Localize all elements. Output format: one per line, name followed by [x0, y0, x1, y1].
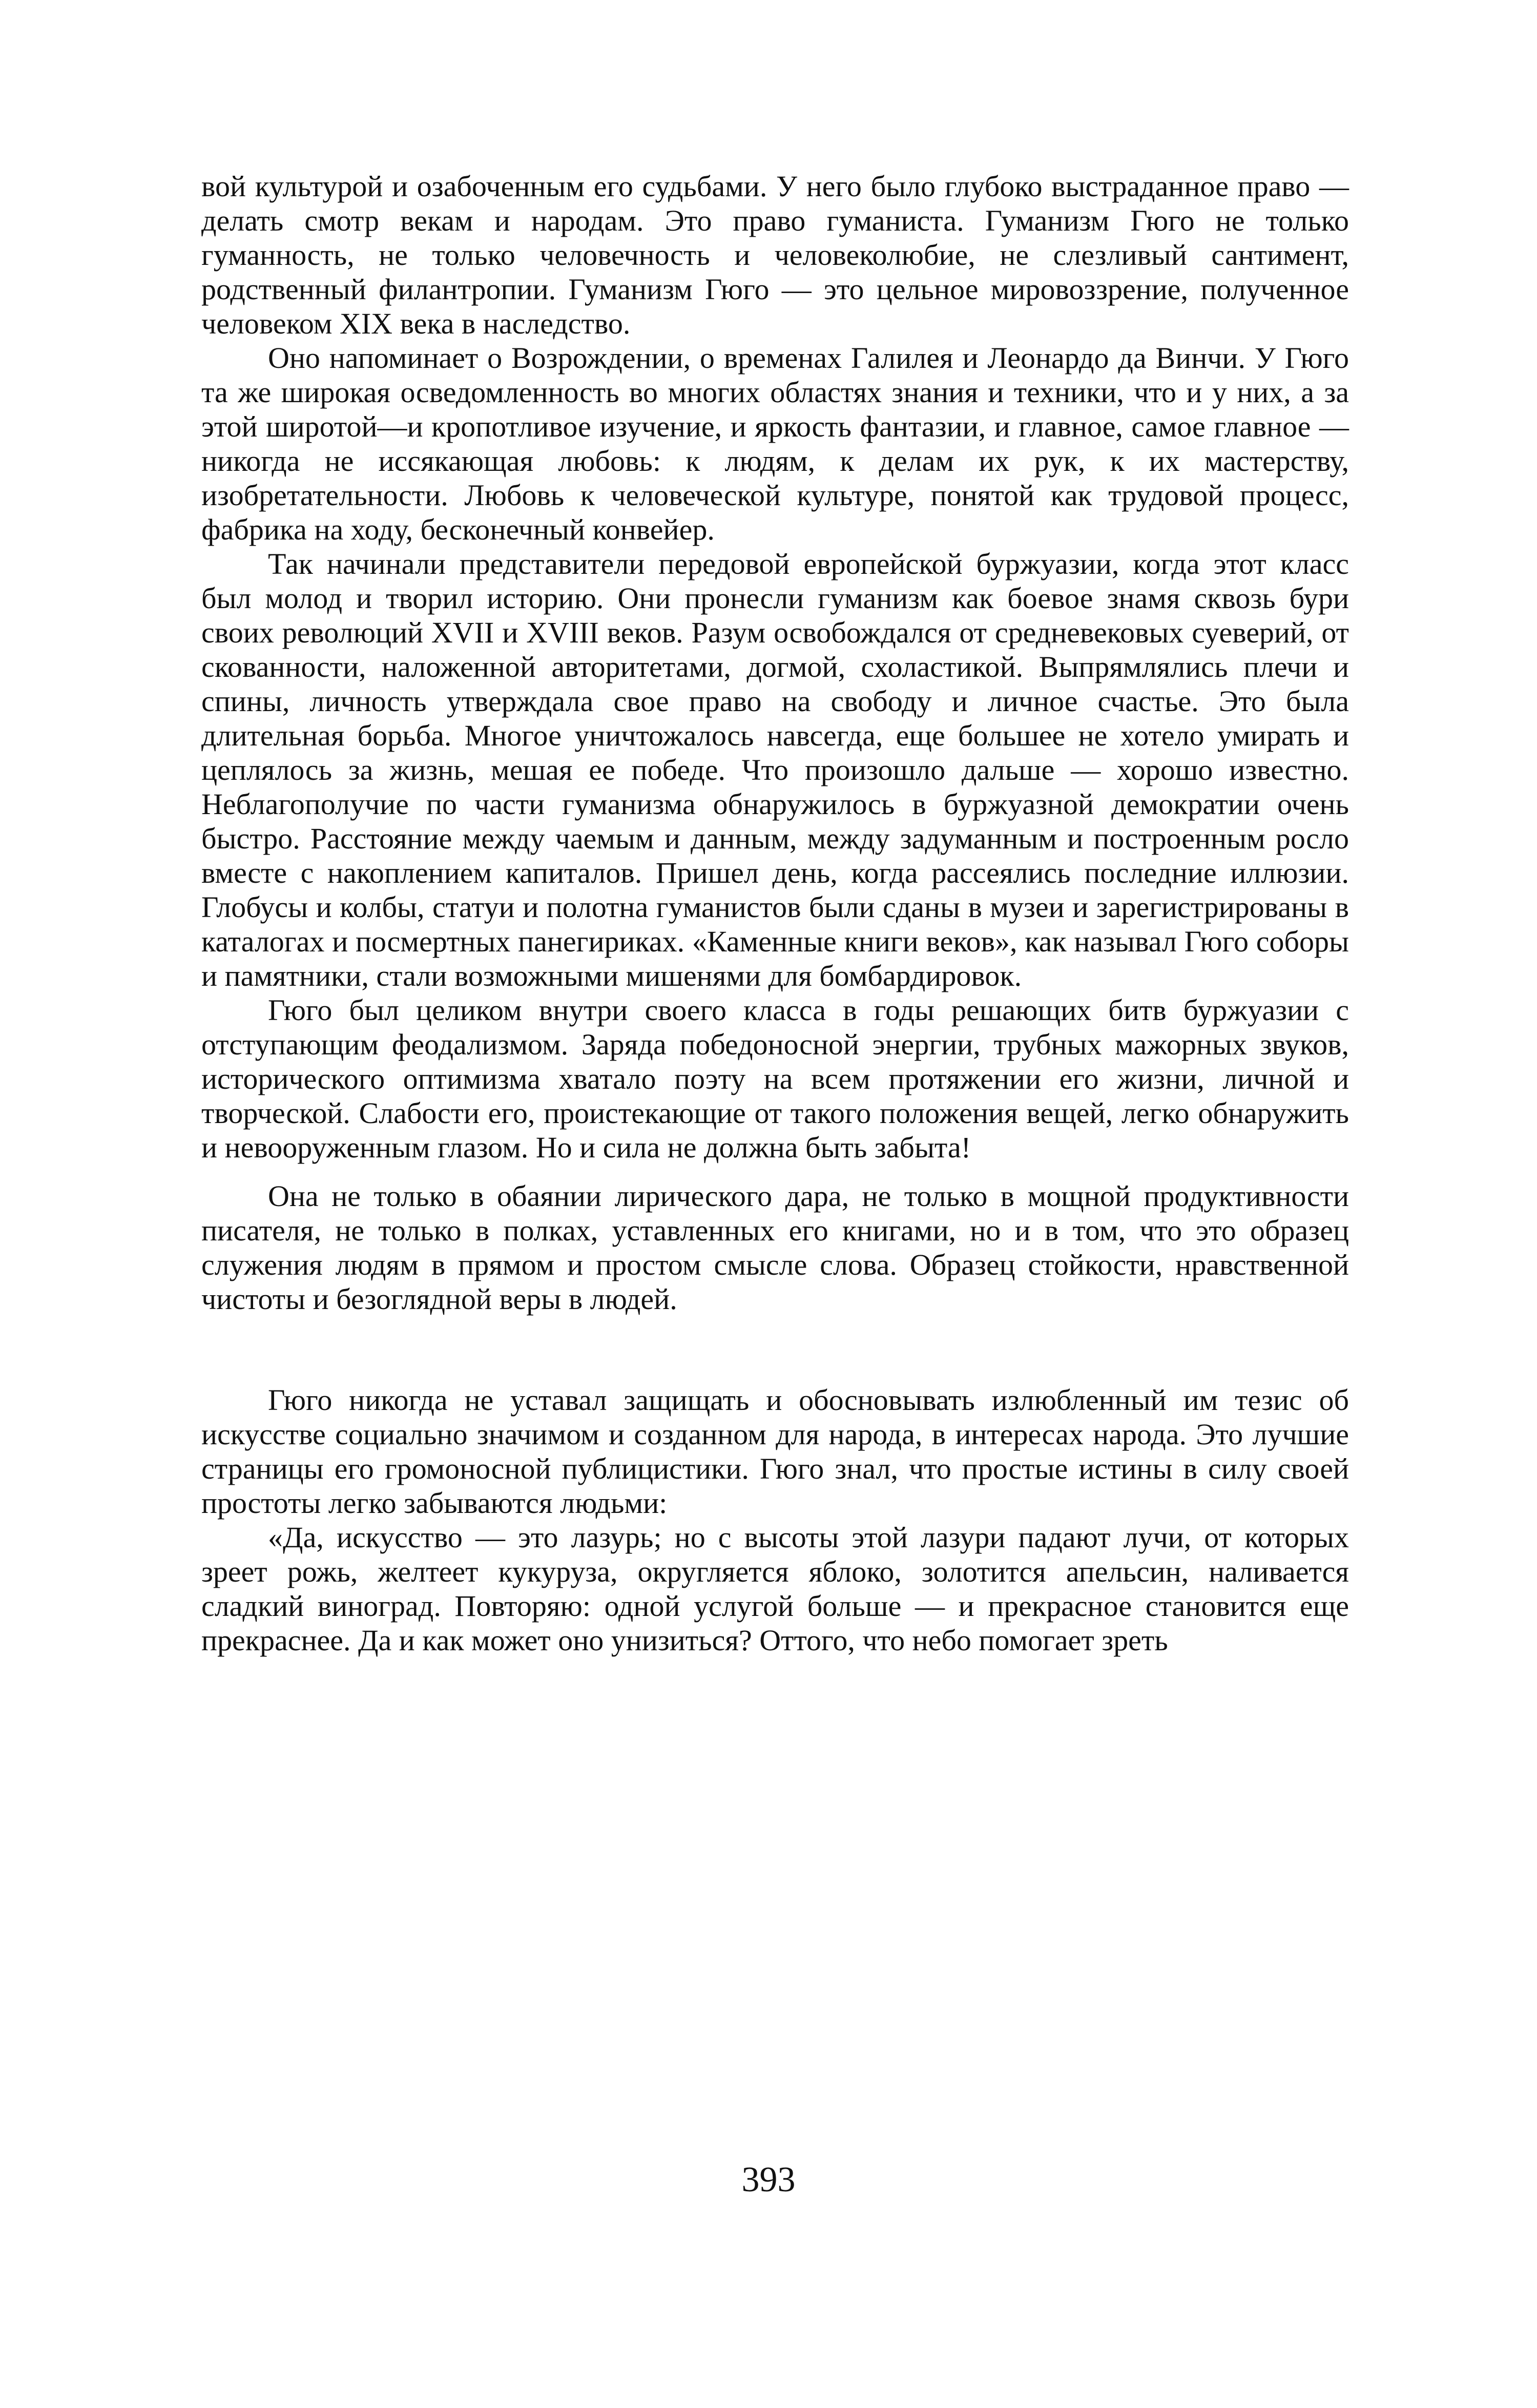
paragraph-7: «Да, искусство — это лазурь; но с высоты этой лазури падают лучи, от которых зреет рожь, желтеет кукуруза, округляется яблоко, золотится апельсин, наливается сладкий виноград. Повторяю: одной услугой больше — и прекрасное становится еще прекраснее. Да и как может оно унизиться? Оттого, что небо помогает зреть: [201, 1521, 1349, 1657]
paragraph-2: Оно напоминает о Возрождении, о временах Галилея и Леонардо да Винчи. У Гюго та же широкая осведомленность во многих областях знания и техники, что и у них, а за этой широтой—и кропотливое изучение, и яркость фантазии, и главное, самое главное — никогда не иссякающая любовь: к людям, к делам их рук, к их мастерству, изобретательности. Любовь к человеческой культуре, понятой как трудовой процесс, фабрика на ходу, бесконечный конвейер.: [201, 341, 1349, 546]
paragraph-3: Так начинали представители передовой европейской буржуазии, когда этот класс был молод и творил историю. Они пронесли гуманизм как боевое знамя сквозь бури своих революций XVII и XVIII веков. Разум освобождался от средневековых суеверий, от скованности, наложенной авторитетами, догмой, схоластикой. Выпрямлялись плечи и спины, личность утверждала свое право на свободу и личное счастье. Это была длительная борьба. Многое уничтожалось навсегда, еще большее не хотело умирать и цеплялось за жизнь, мешая ее победе. Что произошло дальше — хорошо известно. Неблагополучие по части гуманизма обнаружилось в буржуазной демократии очень быстро. Расстояние между чаемым и данным, между задуманным и построенным росло вместе с накоплением капиталов. Пришел день, когда рассеялись последние иллюзии. Глобусы и колбы, статуи и полотна гуманистов были сданы в музеи и зарегистрированы в каталогах и посмертных панегириках. «Каменные книги веков», как называл Гюго соборы и памятники, стали возможными мишенями для бомбардировок.: [201, 547, 1349, 992]
paragraph-6: Гюго никогда не уставал защищать и обосновывать излюбленный им тезис об искусстве социально значимом и созданном для народа, в интересах народа. Это лучшие страницы его громоносной публицистики. Гюго знал, что простые истины в силу своей простоты легко забываются людьми:: [201, 1383, 1349, 1520]
page-body: [201, 169, 1349, 1657]
paragraph-4: Гюго был целиком внутри своего класса в годы решающих битв буржуазии с отступающим феодализмом. Заряда победоносной энергии, трубных мажорных звуков, исторического оптимизма хватало поэту на всем протяжении его жизни, личной и творческой. Слабости его, проистекающие от такого положения вещей, легко обнаружить и невооруженным глазом. Но и сила не должна быть забыта!: [201, 993, 1349, 1164]
page-number: 393: [741, 2160, 796, 2199]
paragraph-5: Она не только в обаянии лирического дара, не только в мощной продуктивности писателя, не только в полках, уставленных его книгами, но и в том, что это образец служения людям в прямом и простом смысле слова. Образец стойкости, нравственной чистоты и безоглядной веры в людей.: [201, 1179, 1349, 1316]
paragraph-1: вой культурой и озабоченным его судьбами. У него было глубоко выстраданное право — делать смотр векам и народам. Это право гуманиста. Гуманизм Гюго не только гуманность, не только человечность и человеколюбие, не слезливый сантимент, родственный филантропии. Гуманизм Гюго — это цельное мировоззрение, полученное человеком XIX века в наследство.: [201, 170, 1349, 340]
